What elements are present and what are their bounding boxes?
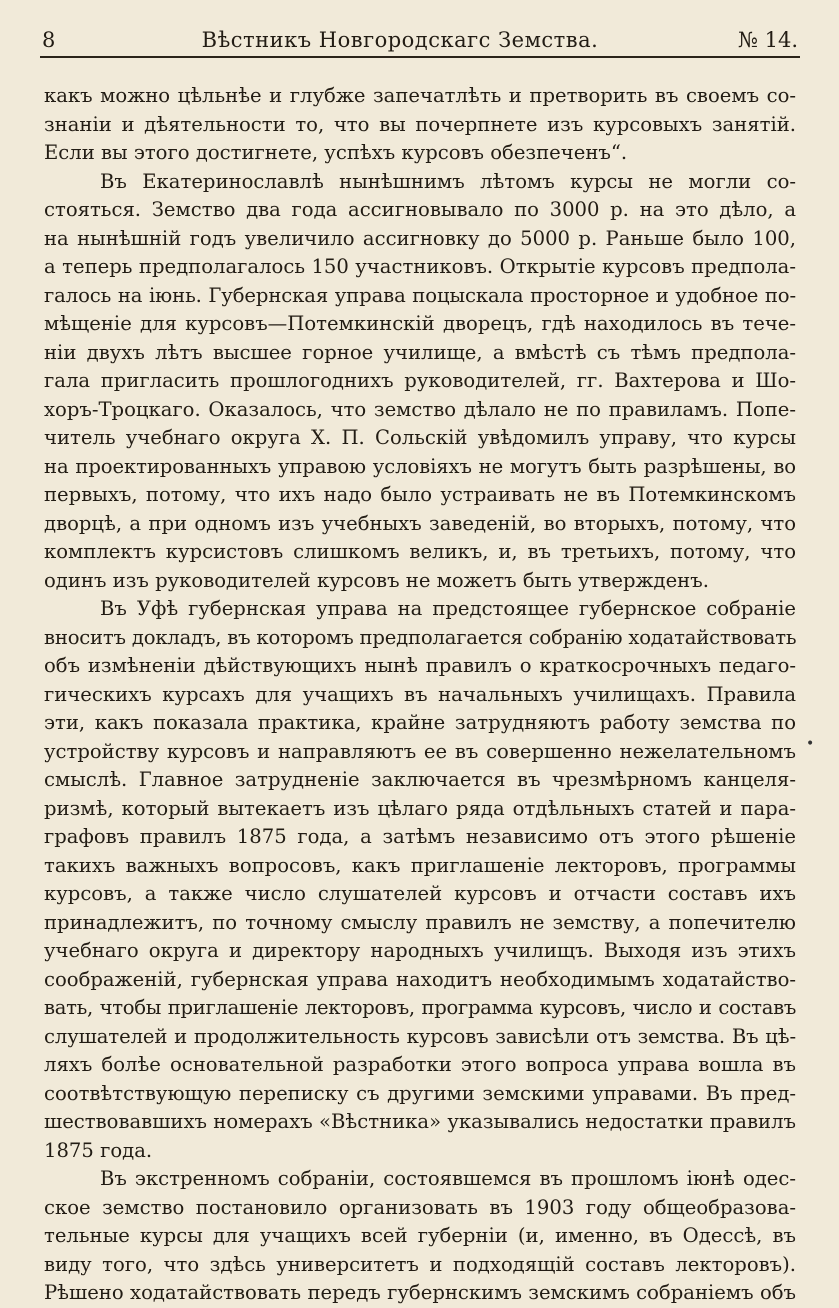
text-line: Рѣшено ходатайствовать передъ губернскимъ земскимъ собраніемъ объ [44, 1281, 796, 1304]
text-line: хоръ-Троцкаго. Оказалось, что земство дѣлало не по правиламъ. Попе- [44, 397, 796, 421]
text-line: принадлежитъ, по точному смыслу правилъ не земству, а попечителю [44, 910, 796, 934]
text-line: эти, какъ показала практика, крайне затрудняютъ работу земства по [44, 711, 796, 734]
text-line: вать, чтобы приглашеніе лекторовъ, программа курсовъ, число и составъ [44, 996, 796, 1019]
text-line: Въ Уфѣ губернская управа на предстоящее губернское собраніе [100, 597, 796, 620]
text-line: смыслѣ. Главное затрудненіе заключается въ чрезмѣрномъ канцеля- [44, 768, 796, 791]
text-line: мѣщеніе для курсовъ—Потемкинскій дворецъ, гдѣ находилось въ тече- [44, 312, 796, 335]
text-line: курсовъ, а также число слушателей курсовъ и отчасти составъ ихъ [44, 882, 796, 905]
text-line: на проектированныхъ управою условіяхъ не могутъ быть разрѣшены, во [44, 454, 796, 478]
text-line: слушателей и продолжительность курсовъ зависѣли отъ земства. Въ цѣ- [44, 1024, 796, 1048]
text-line: комплектъ курсистовъ слишкомъ великъ, и, въ третьихъ, потому, что [44, 540, 796, 563]
text-line: галось на іюнь. Губернская управа поцыскала просторное и удобное по- [44, 283, 796, 307]
text-line: а теперь предполагалось 150 участниковъ. Открытіе курсовъ предпола- [44, 255, 796, 278]
text-line: объ измѣненіи дѣйствующихъ нынѣ правилъ о краткосрочныхъ педаго- [44, 654, 796, 677]
issue-number: № 14. [738, 28, 798, 52]
text-line: устройству курсовъ и направляютъ ее въ совершенно нежелательномъ [44, 739, 796, 763]
text-line: ское земство постановило организовать въ 1903 году общеобразова- [44, 1195, 796, 1219]
text-line: Въ экстренномъ собраніи, состоявшемся въ прошломъ іюнѣ одес- [100, 1167, 796, 1190]
text-line: на нынѣшній годъ увеличило ассигновку до 5000 р. Раньше было 100, [44, 226, 796, 250]
page-number: 8 [42, 28, 56, 52]
text-line: какъ можно цѣльнѣе и глубже запечатлѣть и претворить въ своемъ со- [44, 84, 796, 107]
text-line: ніи двухъ лѣтъ высшее горное училище, а вмѣстѣ съ тѣмъ предпола- [44, 340, 796, 364]
text-line: стояться. Земство два года ассигновывало по 3000 р. на это дѣло, а [44, 198, 796, 221]
text-line: ляхъ болѣе основательной разработки этого вопроса управа вошла въ [44, 1053, 796, 1076]
journal-title: Вѣстникъ Новгородскагс Земства. [201, 28, 599, 52]
text-line: виду того, что здѣсь университетъ и подходящій составъ лекторовъ). [44, 1252, 796, 1276]
text-line: читель учебнаго округа Х. П. Сольскій увѣдомилъ управу, что курсы [44, 426, 796, 449]
text-line: вноситъ докладъ, въ которомъ предполагается собранію ходатайствовать [44, 625, 796, 649]
text-line: знаніи и дѣятельности то, что вы почерпнете изъ курсовыхъ занятій. [44, 112, 796, 136]
text-line: соображеній, губернская управа находитъ необходимымъ ходатайство- [44, 967, 796, 991]
body-text [44, 82, 796, 1308]
running-header [42, 28, 798, 58]
text-line: ризмѣ, который вытекаетъ изъ цѣлаго ряда отдѣльныхъ статей и пара- [44, 796, 796, 820]
text-line: такихъ важныхъ вопросовъ, какъ приглашеніе лекторовъ, программы [44, 853, 796, 877]
text-line: графовъ правилъ 1875 года, а затѣмъ независимо отъ этого рѣшеніе [44, 825, 796, 848]
text-line: гическихъ курсахъ для учащихъ въ начальныхъ училищахъ. Правила [44, 682, 796, 706]
margin-mark-icon: • [806, 736, 815, 752]
text-line: Въ Екатеринославлѣ нынѣшнимъ лѣтомъ курсы не могли со- [100, 169, 796, 193]
text-line: Если вы этого достигнете, успѣхъ курсовъ обезпеченъ“. [44, 141, 628, 164]
header-rule [40, 56, 800, 58]
text-line: первыхъ, потому, что ихъ надо было устраивать не въ Потемкинскомъ [44, 483, 796, 506]
text-line: шествовавшихъ номерахъ «Вѣстника» указывались недостатки правилъ [44, 1110, 796, 1133]
text-line: гала пригласить прошлогоднихъ руководителей, гг. Вахтерова и Шо- [44, 369, 796, 392]
text-line: соотвѣтствующую переписку съ другими земскими управами. Въ пред- [44, 1081, 796, 1105]
text-line: тельные курсы для учащихъ всей губерніи (и, именно, въ Одессѣ, въ [44, 1224, 796, 1247]
text-line: дворцѣ, а при одномъ изъ учебныхъ заведеній, во вторыхъ, потому, что [44, 511, 796, 535]
text-line: одинъ изъ руководителей курсовъ не можетъ быть утвержденъ. [44, 568, 709, 592]
text-line: 1875 года. [44, 1138, 153, 1162]
text-line: учебнаго округа и директору народныхъ училищъ. Выходя изъ этихъ [44, 939, 796, 962]
